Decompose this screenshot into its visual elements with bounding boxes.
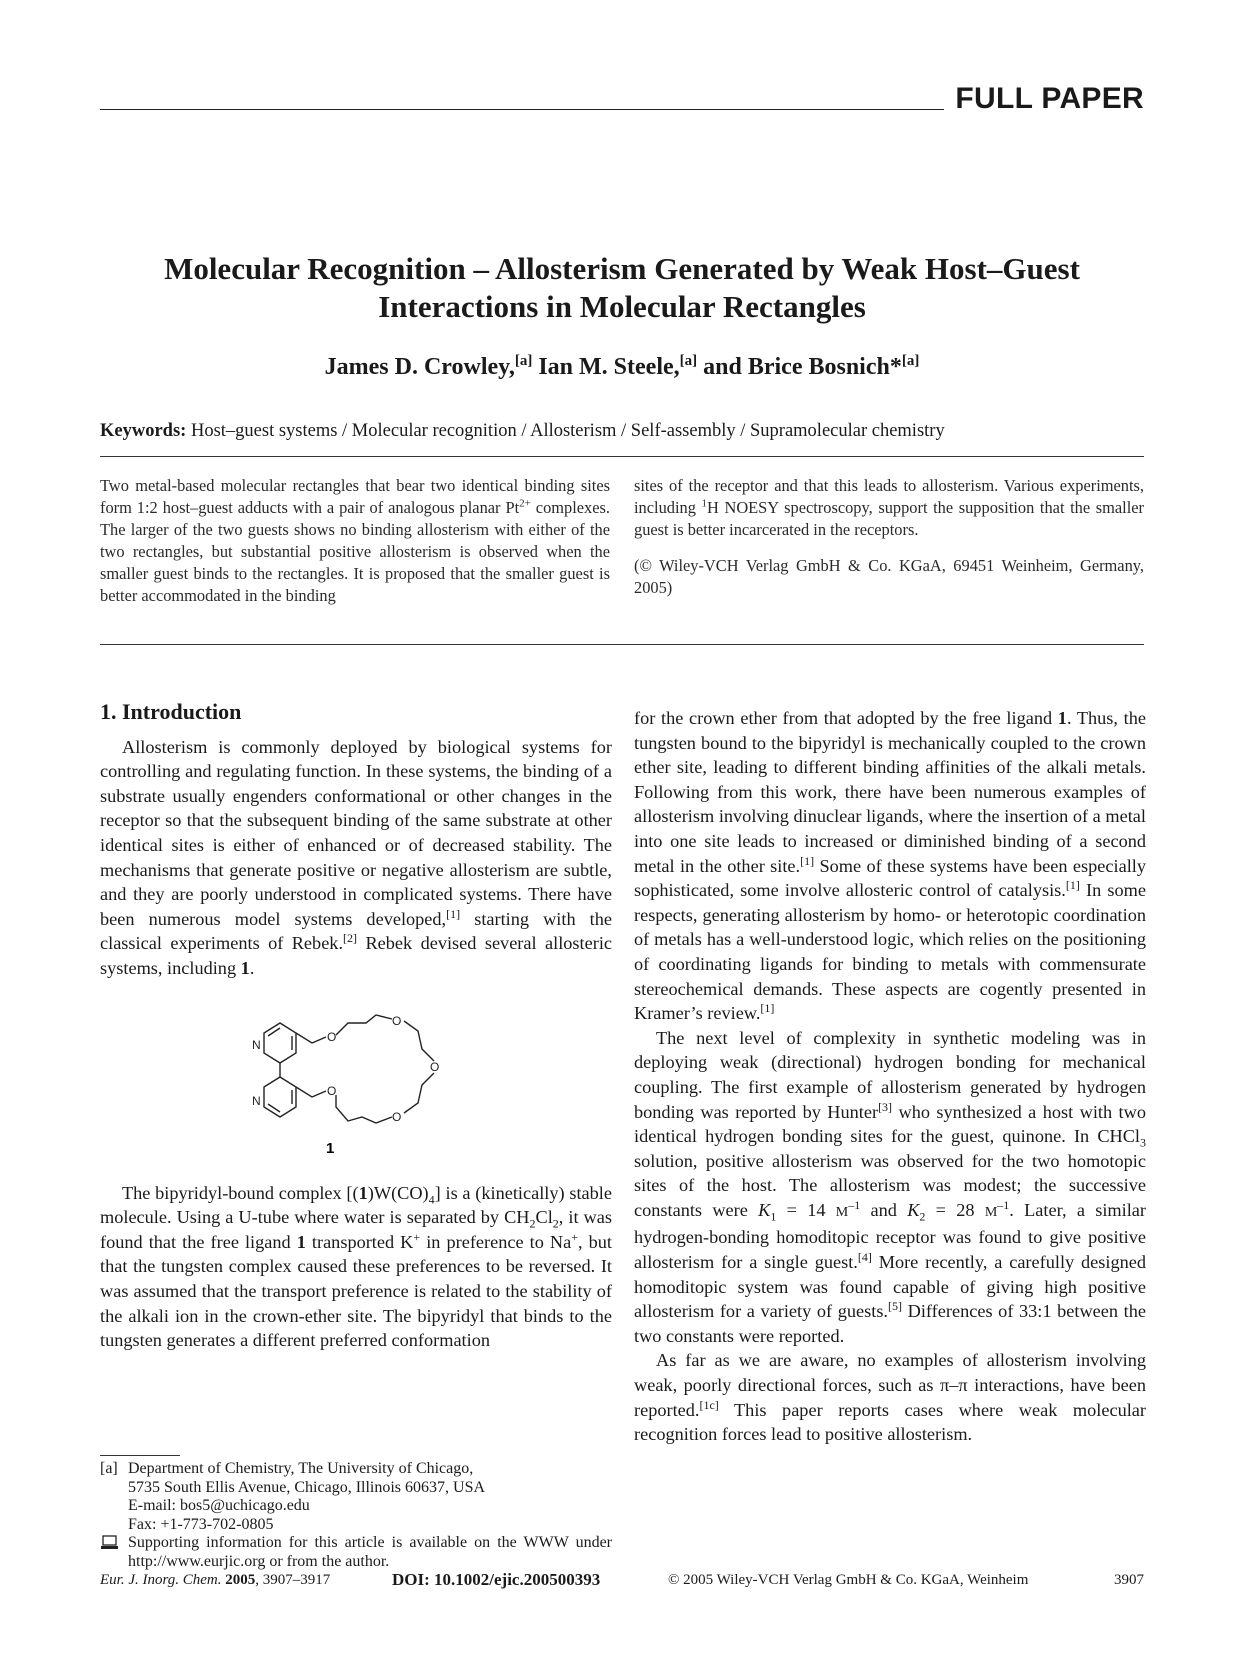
footnote-fax: Fax: +1-773-702-0805 [128, 1515, 274, 1533]
superscript: 1 [701, 497, 708, 510]
text: More recently, a carefully designed homoditopic system was found capable of giving high positive allosterism for a variety of guests. [634, 1252, 1146, 1322]
citation: [5] [888, 1299, 903, 1314]
body-paragraph [634, 1026, 1146, 1349]
text: Allosterism is commonly deployed by biological systems for controlling and regulating function. In these systems, the binding of a substrate usually engenders conformational or other changes in the receptor so that the subsequent binding of the same substrate at other identical sites is either of enhanced or of decreased stability. The mechanisms that generate positive or negative allosterism are subtle, and they are poorly understood in complicated systems. There have been numerous model systems developed, [100, 736, 612, 929]
text: , but that the tungsten complex caused these preferences to be reversed. It was assumed that the transport preference is related to the stability of the alkali ion in the crown-ether site. The bipyridyl that binds to the tungsten generates a different preferred conformation [100, 1231, 612, 1351]
footnote-line: 5735 South Ellis Avenue, Chicago, Illinois 60637, USA [128, 1478, 486, 1496]
superscript: 2+ [519, 497, 531, 510]
subscript: 3 [1140, 1135, 1146, 1150]
footer-citation [100, 1572, 330, 1589]
keywords-rule [100, 456, 1144, 457]
author-name: James D. Crowley, [324, 354, 515, 380]
nitrogen-label-upper: N [252, 1037, 261, 1052]
text: )W(CO) [367, 1182, 429, 1203]
compound-ref: 1 [1057, 708, 1067, 728]
unit: M [835, 1204, 849, 1220]
unit: M [984, 1204, 998, 1220]
text: ] is a (kinetically) stable molecule. Using a U-tube where water is separated by CH [100, 1182, 612, 1228]
footnote-text: Supporting information for this article is available on the WWW under http://www.eurjic.org or from the author. [128, 1534, 612, 1570]
keywords [100, 421, 1144, 442]
text: . Later, a similar hydrogen-bonding homoditopic receptor was found to give positive allosterism for a single guest. [634, 1199, 1146, 1273]
author-affiliation: [a] [679, 353, 698, 369]
abstract-left [100, 475, 610, 621]
pyridine-ring-upper [264, 1023, 296, 1063]
superscript: –1 [848, 1197, 861, 1212]
header-rule [100, 109, 944, 110]
text: In some respects, generating allosterism by homo- or heterotopic coordination of metals has a well-understood logic, which relies on the positioning of coordinating ligands for binding to metals with commensurate stereochemical demands. These aspects are cogently presented in Kramer’s review. [634, 880, 1146, 1024]
author-affiliation: [a] [514, 353, 533, 369]
footnote-mark: [a] [100, 1460, 118, 1477]
text: The next level of complexity in synthetic modeling was in deploying weak (directional) hydrogen bonding for mechanical coupling. The first example of allosterism generated by hydrogen bonding was reported by Hunter [634, 1027, 1146, 1122]
text: As far as we are aware, no examples of allosterism involving weak, poorly directional forces, such as π–π interactions, have been reported. [634, 1350, 1146, 1420]
keywords-label: Keywords: [100, 421, 187, 441]
body-paragraph [634, 706, 1146, 1026]
citation: [1] [1065, 878, 1080, 893]
text: . [249, 957, 255, 978]
superscript: –1 [997, 1197, 1010, 1212]
subscript: 2 [552, 1216, 559, 1231]
nitrogen-label-lower: N [252, 1093, 261, 1108]
text: , it was found that the free ligand [100, 1207, 612, 1252]
citation: [1] [800, 853, 815, 868]
author-list [100, 353, 1144, 381]
text: = 14 [776, 1199, 836, 1220]
constant-symbol: K [907, 1199, 920, 1220]
keywords-text: Host–guest systems / Molecular recognition / Allosterism / Self-assembly / Supramolecular chemistry [190, 421, 945, 441]
footnote-rule [100, 1455, 180, 1456]
oxygen-label: O [392, 1109, 402, 1124]
journal-pages: , 3907–3917 [255, 1572, 331, 1588]
citation: [1] [760, 1001, 775, 1016]
abstract-text: Two metal-based molecular rectangles that bear two identical binding sites form 1:2 host–guest adducts with a pair of analogous planar Pt [100, 476, 610, 517]
superscript: + [413, 1229, 421, 1244]
citation: [4] [857, 1249, 872, 1264]
body-paragraph [634, 1348, 1146, 1446]
text: Some of these systems have been especially sophisticated, some involve allosteric control of catalysis. [634, 855, 1146, 901]
abstract-paragraph [634, 475, 1144, 541]
title-line-2: Interactions in Molecular Rectangles [378, 289, 866, 324]
footnote-email: E-mail: bos5@uchicago.edu [128, 1497, 310, 1514]
section-heading: 1. Introduction [100, 699, 242, 724]
text: The bipyridyl-bound complex [( [122, 1182, 359, 1203]
citation: [1c] [699, 1397, 719, 1412]
body-paragraph [100, 735, 612, 981]
footnotes [100, 1455, 612, 1571]
text: Rebek devised several allosteric systems, including [100, 933, 613, 978]
page-number: 3907 [1114, 1572, 1144, 1588]
oxygen-label: O [430, 1059, 440, 1074]
compound-ref: 1 [358, 1182, 368, 1203]
abstract-text: complexes. The larger of the two guests shows no binding allosterism with either of the two rectangles, but substantial positive allosterism is observed when the smaller guest binds to the rectangles. It is proposed that the smaller guest is better accommodated in the binding [100, 498, 610, 605]
oxygen-label: O [392, 1013, 402, 1028]
text: This paper reports cases where weak molecular recognition forces lead to positive allosterism. [634, 1399, 1146, 1445]
text: = 28 [925, 1199, 985, 1220]
footer-copyright: © 2005 Wiley-VCH Verlag GmbH & Co. KGaA, Weinheim [668, 1572, 1029, 1588]
abstract-rule [100, 644, 1144, 645]
oxygen-label: O [327, 1083, 337, 1098]
section-header [100, 82, 1144, 114]
footnote-line: Department of Chemistry, The University of Chicago, [128, 1460, 474, 1477]
compound-label: 1 [326, 1139, 335, 1157]
text: and [860, 1199, 908, 1220]
author-name: Ian M. Steele, [538, 354, 680, 380]
doi: DOI: 10.1002/ejic.200500393 [392, 1570, 601, 1589]
compound-ref: 1 [296, 1231, 306, 1252]
body-paragraph [100, 1181, 612, 1353]
subscript: 2 [529, 1216, 536, 1231]
text: Differences of 33:1 between the two constants were reported. [634, 1301, 1147, 1346]
text: in preference to Na [420, 1231, 572, 1252]
text: who synthesized a host with two identical hydrogen bonding sites for the guest, quinone. In CHCl [634, 1101, 1146, 1147]
journal-year: 2005 [225, 1572, 256, 1588]
oxygen-label: O [327, 1029, 337, 1044]
text: for the crown ether from that adopted by the free ligand [634, 708, 1058, 728]
section-label: FULL PAPER [955, 82, 1144, 115]
abstract-text: sites of the receptor and that this leads to allosterism. Various experiments, including [634, 476, 1144, 517]
abstract-paragraph [100, 475, 610, 607]
author-name: and Brice Bosnich* [703, 354, 902, 380]
text: . Thus, the tungsten bound to the bipyridyl is mechanically coupled to the crown ether site, leading to different binding affinities of the alkali metals. Following from this work, there have been numerous examples of allosterism involving dinuclear ligands, where the insertion of a metal into one site leads to increased or diminished binding of a second metal in the other site. [634, 708, 1146, 876]
pyridine-ring-lower [264, 1077, 296, 1117]
page-footer [100, 1572, 1144, 1594]
text: transported K [305, 1231, 414, 1252]
subscript: 2 [919, 1209, 926, 1224]
footnote-supporting-info [100, 1534, 612, 1571]
abstract-right [634, 475, 1144, 613]
article-title [100, 250, 1144, 326]
citation: [1] [446, 906, 461, 921]
citation: [2] [343, 931, 358, 946]
body-column-left [100, 700, 612, 1353]
text: Cl [535, 1207, 553, 1228]
citation: [3] [878, 1099, 893, 1114]
author-affiliation: [a] [901, 353, 920, 369]
abstract-copyright: (© Wiley-VCH Verlag GmbH & Co. KGaA, 69451 Weinheim, Germany, 2005) [634, 556, 1144, 597]
computer-icon [100, 1534, 128, 1571]
text: starting with the classical experiments of Rebek. [100, 908, 612, 954]
title-line-1: Molecular Recognition – Allosterism Generated by Weak Host–Guest [164, 251, 1080, 286]
body-column-right [634, 706, 1146, 1447]
journal-name: Eur. J. Inorg. Chem. [100, 1572, 222, 1588]
text: solution, positive allosterism was observed for the two homotopic sites of the host. The allosterism was modest; the successive constants were [634, 1150, 1146, 1220]
superscript: + [571, 1229, 578, 1244]
footnote-affiliation [100, 1460, 612, 1534]
compound-1-structure [100, 1009, 612, 1159]
constant-symbol: K [758, 1199, 771, 1220]
subscript: 1 [770, 1209, 777, 1224]
compound-ref: 1 [240, 957, 250, 978]
abstract-text: H NOESY spectroscopy, support the supposition that the smaller guest is better incarcerated in the receptors. [634, 498, 1144, 539]
subscript: 4 [428, 1192, 435, 1207]
